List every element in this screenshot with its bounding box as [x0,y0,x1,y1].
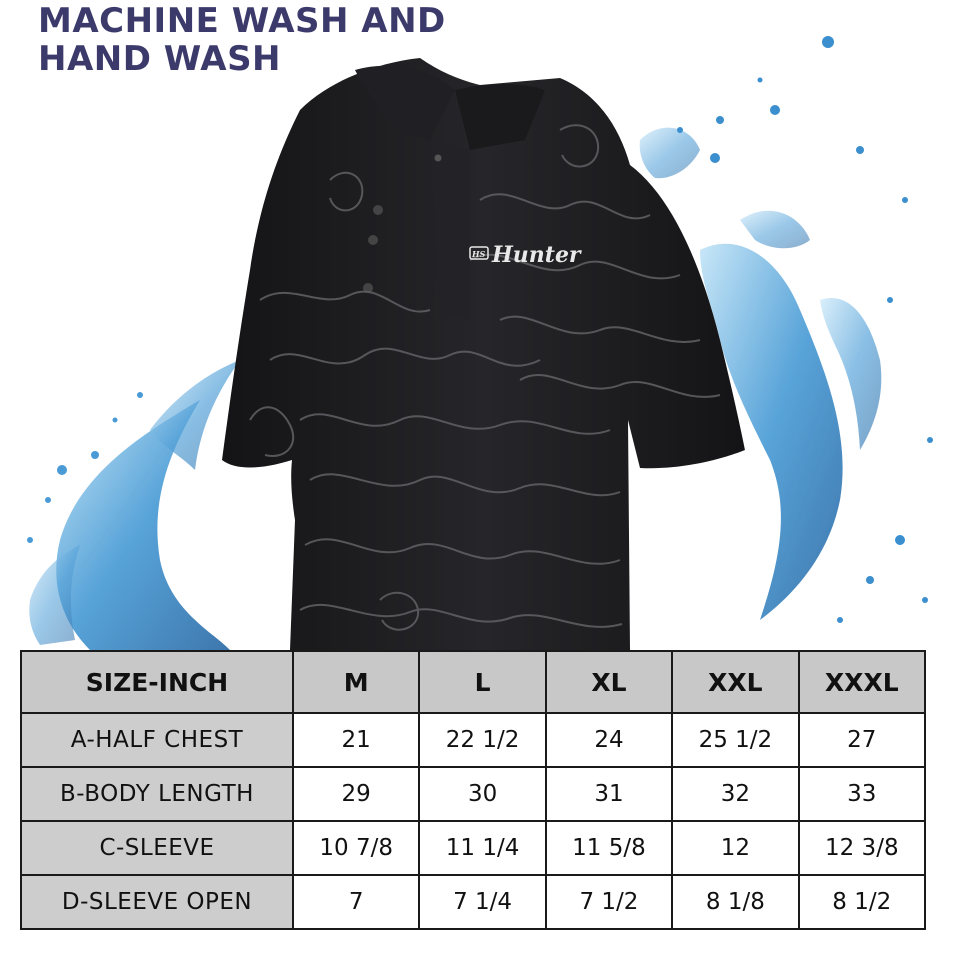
table-cell: 7 1/4 [419,875,545,929]
row-label-sleeve-open: D-SLEEVE OPEN [21,875,293,929]
header-size-inch: SIZE-INCH [21,651,293,713]
table-cell: 11 5/8 [546,821,672,875]
header-size-m: M [293,651,419,713]
table-cell: 7 [293,875,419,929]
table-cell: 27 [799,713,925,767]
headline-line-1: MACHINE WASH AND [38,1,446,41]
size-chart-table [20,650,926,930]
table-cell: 8 1/2 [799,875,925,929]
header-size-xl: XL [546,651,672,713]
brand-logo-mark: HS [472,249,486,259]
table-cell: 21 [293,713,419,767]
header-size-xxxl: XXXL [799,651,925,713]
table-cell: 11 1/4 [419,821,545,875]
table-cell: 33 [799,767,925,821]
row-label-sleeve: C-SLEEVE [21,821,293,875]
table-row [21,767,925,821]
table-cell: 12 3/8 [799,821,925,875]
row-label-body-length: B-BODY LENGTH [21,767,293,821]
table-cell: 32 [672,767,798,821]
table-row [21,713,925,767]
table-cell: 12 [672,821,798,875]
table-cell: 30 [419,767,545,821]
table-cell: 29 [293,767,419,821]
table-row [21,821,925,875]
table-cell: 7 1/2 [546,875,672,929]
table-cell: 22 1/2 [419,713,545,767]
row-label-half-chest: A-HALF CHEST [21,713,293,767]
brand-logo-text: Hunter [492,242,581,268]
water-splash-left [29,360,240,650]
table-cell: 10 7/8 [293,821,419,875]
table-cell: 25 1/2 [672,713,798,767]
header-size-xxl: XXL [672,651,798,713]
table-cell: 8 1/8 [672,875,798,929]
table-cell: 24 [546,713,672,767]
headline-line-2: HAND WASH [38,39,282,79]
size-chart-header-row [21,651,925,713]
table-row [21,875,925,929]
header-size-l: L [419,651,545,713]
table-cell: 31 [546,767,672,821]
